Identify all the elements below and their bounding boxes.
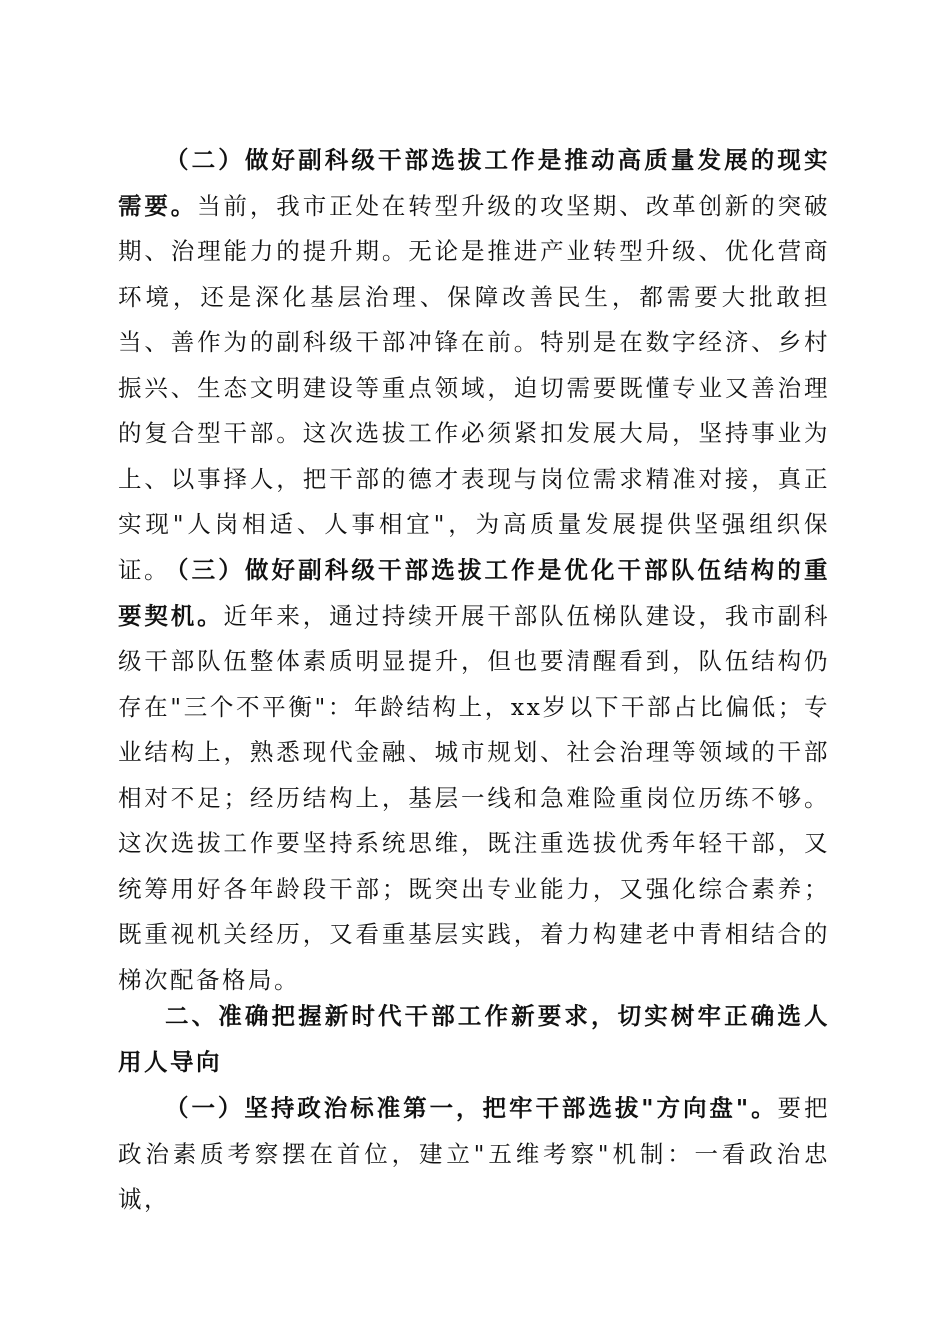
paragraph-lead: （三）做好副科级干部选拔工作是优化干部队伍结构的重要契机。 (118, 556, 830, 630)
paragraph-3-1 (118, 1086, 830, 1223)
paragraph-lead: （一）坚持政治标准第一，把牢干部选拔"方向盘"。 (165, 1094, 778, 1122)
paragraph-body: 要把政治素质考察摆在首位，建立"五维考察"机制：一看政治忠诚， (118, 1094, 830, 1213)
section-heading-block (118, 994, 830, 1085)
paragraph-2-2 (118, 138, 830, 593)
paragraph-2-3 (118, 548, 830, 1003)
paragraph-body: 当前，我市正处在转型升级的攻坚期、改革创新的突破期、治理能力的提升期。无论是推进产业转型升级、优化营商环境，还是深化基层治理、保障改善民生，都需要大批敢担当、善作为的副科级干部冲锋在前。特别是在数字经济、乡村振兴、生态文明建设等重点领域，迫切需要既懂专业又善治理的复合型干部。这次选拔工作必须紧扣发展大局，坚持事业为上、以事择人，把干部的德才表现与岗位需求精准对接，真正实现"人岗相适、人事相宜"，为高质量发展提供坚强组织保证。 (118, 191, 831, 584)
section-heading: 二、准确把握新时代干部工作新要求，切实树牢正确选人用人导向 (118, 1002, 830, 1076)
paragraph-body: 近年来，通过持续开展干部队伍梯队建设，我市副科级干部队伍整体素质明显提升，但也要清醒看到，队伍结构仍存在"三个不平衡"：年龄结构上，xx岁以下干部占比偏低；专业结构上，熟悉现代金融、城市规划、社会治理等领域的干部相对不足；经历结构上，基层一线和急难险重岗位历练不够。这次选拔工作要坚持系统思维，既注重选拔优秀年轻干部，又统筹用好各年龄段干部；既突出专业能力，又强化综合素养；既重视机关经历，又看重基层实践，着力构建老中青相结合的梯次配备格局。 (118, 601, 831, 994)
paragraph-lead: （二）做好副科级干部选拔工作是推动高质量发展的现实需要。 (118, 146, 830, 220)
